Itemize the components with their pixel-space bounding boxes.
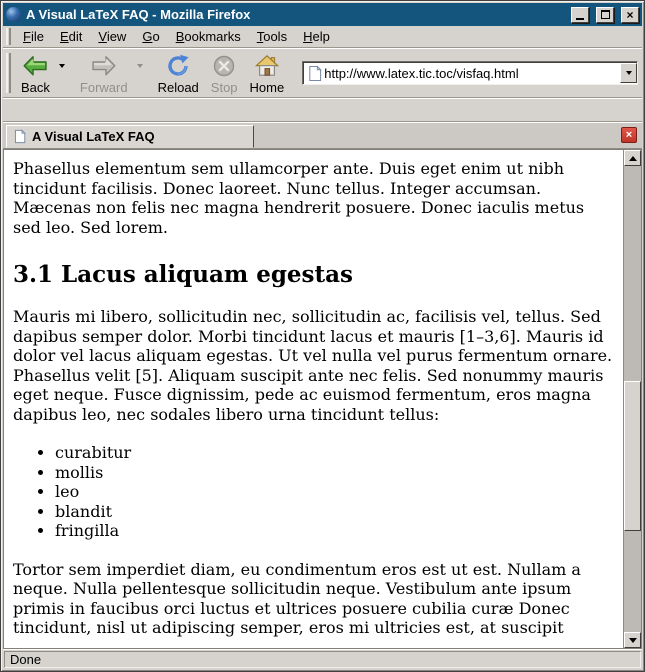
minimize-icon xyxy=(576,18,584,20)
arrow-down-icon xyxy=(629,638,637,643)
home-button[interactable] xyxy=(244,50,291,97)
maximize-button[interactable] xyxy=(596,7,614,23)
toolbar-grippy[interactable] xyxy=(6,53,11,93)
back-dropdown-caret[interactable] xyxy=(56,53,68,79)
tab-title: A Visual LaTeX FAQ xyxy=(32,129,155,144)
reload-label: Reload xyxy=(157,79,199,95)
list-item: • blandit xyxy=(55,502,617,522)
home-label: Home xyxy=(249,79,285,95)
menu-edit[interactable]: Edit xyxy=(59,29,83,44)
back-label: Back xyxy=(21,79,50,95)
scroll-down-button[interactable] xyxy=(624,632,641,648)
menu-file[interactable]: File xyxy=(23,29,44,44)
paragraph-3: Tortor sem imperdiet diam, eu condimentum eros est ut est. Nullam a neque. Nulla pellentesque sollicitudin neque. Vestibulum ante ipsum primis in faucibus orci luctus et ultrices posuere cubilia curæ Donec tincidunt, nisl ut adipiscing semper, eros mi ultricies est, at suscipit xyxy=(13,559,581,638)
navigation-toolbar xyxy=(3,48,642,98)
scrollbar-thumb[interactable] xyxy=(624,381,641,531)
forward-dropdown-caret[interactable] xyxy=(134,53,146,79)
window-title: A Visual LaTeX FAQ - Mozilla Firefox xyxy=(26,7,251,22)
tab-visual-latex-faq[interactable] xyxy=(6,125,254,148)
bookmarks-toolbar xyxy=(3,98,642,122)
close-icon: × xyxy=(626,7,634,22)
arrow-up-icon xyxy=(629,156,637,161)
page-content xyxy=(4,150,623,648)
status-field xyxy=(4,651,641,668)
list-item: • mollis xyxy=(55,463,617,483)
list-item: • leo xyxy=(55,482,617,502)
browser-viewport xyxy=(3,149,642,649)
list-item: • fringilla xyxy=(55,521,617,541)
paragraph-1: Phasellus elementum sem ullamcorper ante. Duis eget enim ut nibh tincidunt facilisis. Donec laoreet. Nunc tellus. Integer accumsan. Mæcenas non felis nec magna hendrerit posuere. Donec iaculis metus sed leo. Sed lorem. xyxy=(13,159,585,237)
back-icon xyxy=(22,53,48,79)
menu-go[interactable]: Go xyxy=(142,29,160,44)
section-heading: 3.1 Lacus aliquam egestas xyxy=(13,261,353,289)
url-bar xyxy=(302,61,638,85)
status-text: Done xyxy=(10,652,42,667)
reload-icon xyxy=(166,53,190,79)
scrollbar-track[interactable] xyxy=(624,166,641,632)
tab-page-icon xyxy=(13,129,26,144)
minimize-button[interactable] xyxy=(571,7,589,23)
maximize-icon xyxy=(601,10,610,19)
back-button[interactable] xyxy=(15,50,56,97)
chevron-down-icon xyxy=(626,71,632,75)
close-button[interactable] xyxy=(621,7,639,23)
url-input[interactable] xyxy=(322,66,620,81)
title-bar[interactable] xyxy=(3,3,642,26)
menu-view[interactable]: View xyxy=(98,29,127,44)
url-dropdown-button[interactable] xyxy=(620,63,637,83)
tab-close-button[interactable]: × xyxy=(621,127,637,143)
app-globe-icon xyxy=(6,7,21,22)
menu-tools[interactable]: Tools xyxy=(256,29,288,44)
menu-bookmarks[interactable]: Bookmarks xyxy=(175,29,241,44)
forward-button[interactable] xyxy=(74,50,134,97)
status-bar xyxy=(3,649,642,669)
menu-help[interactable]: Help xyxy=(303,29,330,44)
home-icon xyxy=(255,53,279,79)
stop-icon xyxy=(212,53,236,79)
stop-button[interactable] xyxy=(205,50,244,97)
forward-icon xyxy=(91,53,117,79)
chevron-down-icon xyxy=(137,64,143,68)
menubar-grippy[interactable] xyxy=(6,28,11,45)
reload-button[interactable] xyxy=(152,50,205,97)
page-icon xyxy=(307,65,322,82)
chevron-down-icon xyxy=(59,64,65,68)
tab-bar xyxy=(3,122,642,149)
scroll-up-button[interactable] xyxy=(624,150,641,166)
list-item: • curabitur xyxy=(55,443,617,463)
bullet-list xyxy=(13,443,617,541)
forward-label: Forward xyxy=(79,79,128,95)
paragraph-2: Mauris mi libero, sollicitudin nec, sollicitudin ac, facilisis vel, tellus. Sed dapibus semper dolor. Morbi tincidunt lacus et mauris [1–3,6]. Mauris id dolor vel lacus aliquam egestas. Ut vel nulla vel purus fermentum ornare. Phasellus velit [5]. Aliquam suscipit ante nec felis. Sed nonummy mauris eget neque. Fusce dignissim, pede ac euismod fermentum, eros magna dapibus leo, nec sodales libero urna tincidunt tellus: xyxy=(13,307,613,424)
tab-strip-empty xyxy=(254,125,639,148)
menu-bar xyxy=(3,26,642,48)
vertical-scrollbar[interactable] xyxy=(623,150,641,648)
stop-label: Stop xyxy=(210,79,238,95)
